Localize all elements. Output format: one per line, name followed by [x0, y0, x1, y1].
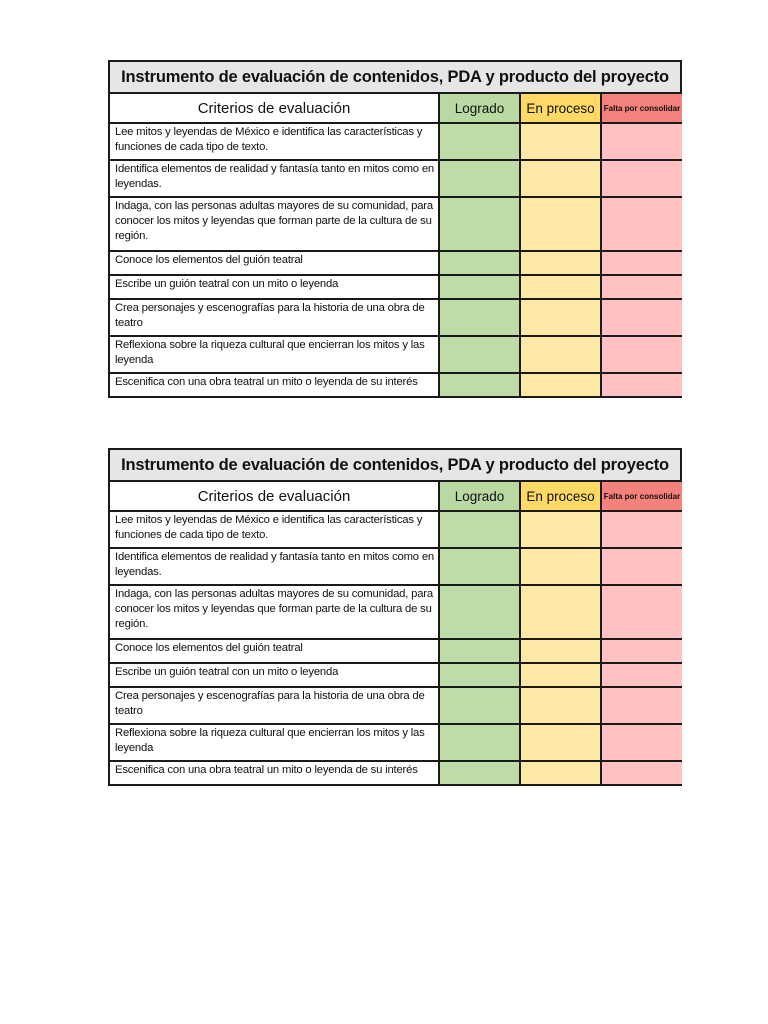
header-row: [110, 482, 682, 511]
logrado-cell[interactable]: [439, 197, 520, 251]
logrado-cell[interactable]: [439, 687, 520, 724]
criteria-header: Criterios de evaluación: [110, 94, 439, 123]
criterion-text: Reflexiona sobre la riqueza cultural que encierran los mitos y las leyenda: [110, 724, 439, 761]
logrado-cell[interactable]: [439, 724, 520, 761]
level-en-proceso-header: En proceso: [520, 482, 601, 511]
rubric-table: [110, 94, 682, 396]
logrado-cell[interactable]: [439, 160, 520, 197]
en-proceso-cell[interactable]: [520, 373, 601, 396]
criterion-row: [110, 197, 682, 251]
en-proceso-cell[interactable]: [520, 639, 601, 663]
logrado-cell[interactable]: [439, 123, 520, 160]
en-proceso-cell[interactable]: [520, 724, 601, 761]
logrado-cell[interactable]: [439, 761, 520, 784]
falta-cell[interactable]: [601, 663, 682, 687]
en-proceso-cell[interactable]: [520, 687, 601, 724]
criterion-text: Escribe un guión teatral con un mito o leyenda: [110, 663, 439, 687]
level-en-proceso-header: En proceso: [520, 94, 601, 123]
en-proceso-cell[interactable]: [520, 299, 601, 336]
criterion-row: [110, 663, 682, 687]
rubric-title: Instrumento de evaluación de contenidos, PDA y producto del proyecto: [110, 62, 680, 94]
logrado-cell[interactable]: [439, 336, 520, 373]
criterion-row: [110, 585, 682, 639]
falta-cell[interactable]: [601, 299, 682, 336]
criterion-text: Escenifica con una obra teatral un mito o leyenda de su interés: [110, 761, 439, 784]
logrado-cell[interactable]: [439, 639, 520, 663]
falta-cell[interactable]: [601, 761, 682, 784]
criterion-row: [110, 336, 682, 373]
criterion-text: Conoce los elementos del guión teatral: [110, 251, 439, 275]
falta-cell[interactable]: [601, 373, 682, 396]
criterion-text: Lee mitos y leyendas de México e identifica las características y funciones de cada tipo de texto.: [110, 511, 439, 548]
falta-cell[interactable]: [601, 639, 682, 663]
logrado-cell[interactable]: [439, 275, 520, 299]
en-proceso-cell[interactable]: [520, 123, 601, 160]
criterion-row: [110, 639, 682, 663]
logrado-cell[interactable]: [439, 548, 520, 585]
criterion-row: [110, 511, 682, 548]
falta-cell[interactable]: [601, 275, 682, 299]
criterion-row: [110, 373, 682, 396]
criterion-text: Reflexiona sobre la riqueza cultural que encierran los mitos y las leyenda: [110, 336, 439, 373]
criterion-text: Escenifica con una obra teatral un mito o leyenda de su interés: [110, 373, 439, 396]
criterion-text: Crea personajes y escenografías para la historia de una obra de teatro: [110, 299, 439, 336]
en-proceso-cell[interactable]: [520, 160, 601, 197]
level-falta-header: Falta por consolidar: [601, 94, 682, 123]
logrado-cell[interactable]: [439, 511, 520, 548]
criterion-row: [110, 275, 682, 299]
falta-cell[interactable]: [601, 123, 682, 160]
falta-cell[interactable]: [601, 160, 682, 197]
falta-cell[interactable]: [601, 724, 682, 761]
logrado-cell[interactable]: [439, 251, 520, 275]
header-row: [110, 94, 682, 123]
level-logrado-header: Logrado: [439, 94, 520, 123]
criterion-text: Indaga, con las personas adultas mayores de su comunidad, para conocer los mitos y leyendas que forman parte de la cultura de su región.: [110, 197, 439, 251]
falta-cell[interactable]: [601, 336, 682, 373]
falta-cell[interactable]: [601, 511, 682, 548]
criterion-row: [110, 761, 682, 784]
criterion-row: [110, 548, 682, 585]
criterion-row: [110, 160, 682, 197]
en-proceso-cell[interactable]: [520, 548, 601, 585]
criterion-text: Identifica elementos de realidad y fantasía tanto en mitos como en leyendas.: [110, 160, 439, 197]
en-proceso-cell[interactable]: [520, 585, 601, 639]
logrado-cell[interactable]: [439, 663, 520, 687]
falta-cell[interactable]: [601, 585, 682, 639]
criterion-text: Identifica elementos de realidad y fantasía tanto en mitos como en leyendas.: [110, 548, 439, 585]
level-falta-header: Falta por consolidar: [601, 482, 682, 511]
criterion-text: Escribe un guión teatral con un mito o leyenda: [110, 275, 439, 299]
logrado-cell[interactable]: [439, 585, 520, 639]
en-proceso-cell[interactable]: [520, 275, 601, 299]
criterion-text: Crea personajes y escenografías para la historia de una obra de teatro: [110, 687, 439, 724]
criterion-text: Indaga, con las personas adultas mayores de su comunidad, para conocer los mitos y leyendas que forman parte de la cultura de su región.: [110, 585, 439, 639]
en-proceso-cell[interactable]: [520, 663, 601, 687]
criterion-row: [110, 299, 682, 336]
en-proceso-cell[interactable]: [520, 336, 601, 373]
falta-cell[interactable]: [601, 687, 682, 724]
en-proceso-cell[interactable]: [520, 197, 601, 251]
criterion-text: Lee mitos y leyendas de México e identifica las características y funciones de cada tipo de texto.: [110, 123, 439, 160]
criterion-row: [110, 123, 682, 160]
falta-cell[interactable]: [601, 251, 682, 275]
rubric-table: [110, 482, 682, 784]
rubric-title: Instrumento de evaluación de contenidos, PDA y producto del proyecto: [110, 450, 680, 482]
falta-cell[interactable]: [601, 548, 682, 585]
criterion-text: Conoce los elementos del guión teatral: [110, 639, 439, 663]
logrado-cell[interactable]: [439, 299, 520, 336]
criterion-row: [110, 251, 682, 275]
criteria-header: Criterios de evaluación: [110, 482, 439, 511]
evaluation-rubric: [108, 448, 682, 786]
evaluation-rubric: [108, 60, 682, 398]
criterion-row: [110, 687, 682, 724]
falta-cell[interactable]: [601, 197, 682, 251]
en-proceso-cell[interactable]: [520, 511, 601, 548]
criterion-row: [110, 724, 682, 761]
level-logrado-header: Logrado: [439, 482, 520, 511]
logrado-cell[interactable]: [439, 373, 520, 396]
en-proceso-cell[interactable]: [520, 761, 601, 784]
en-proceso-cell[interactable]: [520, 251, 601, 275]
